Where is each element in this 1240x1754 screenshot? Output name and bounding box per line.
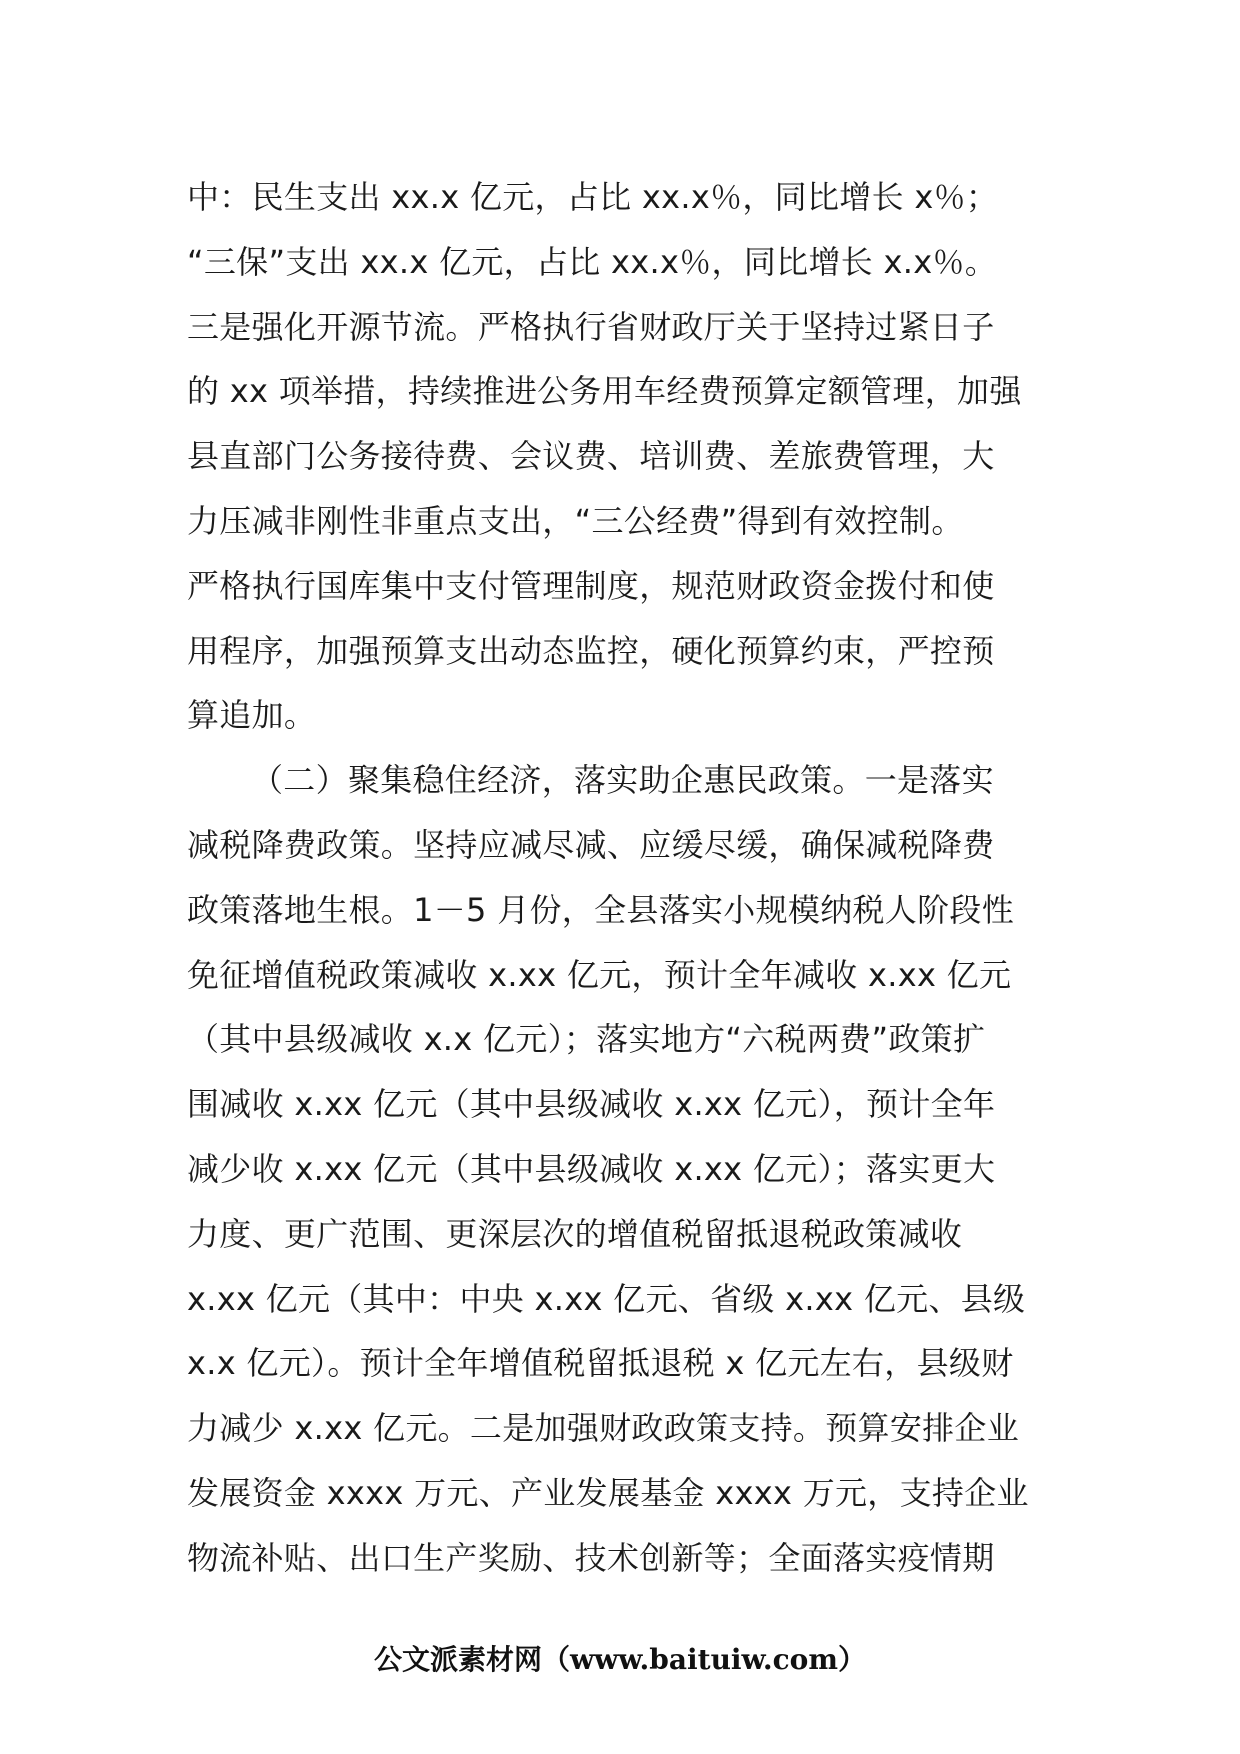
text-line: 中：民生支出 xx.x 亿元，占比 xx.x％，同比增长 x％； [187,178,999,216]
text-line: 物流补贴、出口生产奖励、技术创新等；全面落实疫情期 [187,1538,995,1577]
text-line: 严格执行国库集中支付管理制度，规范财政资金拨付和使 [187,566,995,605]
text-line: 减少收 x.xx 亿元（其中县级减收 x.xx 亿元）；落实更大 [187,1149,996,1188]
text-line: x.x 亿元）。预计全年增值税留抵退税 x 亿元左右，县级财 [187,1344,1014,1383]
text-line: 用程序，加强预算支出动态监控，硬化预算约束，严控预 [187,631,995,670]
text-line: 围减收 x.xx 亿元（其中县级减收 x.xx 亿元），预计全年 [187,1085,996,1124]
text-line: （其中县级减收 x.x 亿元）；落实地方“六税两费”政策扩 [187,1020,986,1059]
text-line: 的 xx 项举措，持续推进公务用车经费预算定额管理，加强 [187,372,1022,411]
text-line: 政策落地生根。1－5 月份，全县落实小规模纳税人阶段性 [187,890,1014,929]
text-line: 发展资金 xxxx 万元、产业发展基金 xxxx 万元，支持企业 [187,1473,1029,1512]
text-line: “三保”支出 xx.x 亿元，占比 xx.x％，同比增长 x.x％。 [187,242,998,281]
text-line: 县直部门公务接待费、会议费、培训费、差旅费管理，大 [187,437,995,476]
text-line: 减税降费政策。坚持应减尽减、应缓尽缓，确保减税降费 [187,825,995,864]
footer-watermark: 公文派素材网（www.baituiw.com） [374,1643,866,1676]
text-line: x.xx 亿元（其中：中央 x.xx 亿元、省级 x.xx 亿元、县级 [187,1279,1026,1318]
section-heading-line: （二）聚集稳住经济，落实助企惠民政策。一是落实 [251,761,994,800]
text-line: 力减少 x.xx 亿元。二是加强财政政策支持。预算安排企业 [187,1409,1020,1448]
text-line: 三是强化开源节流。严格执行省财政厅关于坚持过紧日子 [187,307,995,346]
text-line: 免征增值税政策减收 x.xx 亿元，预计全年减收 x.xx 亿元 [187,955,1012,994]
text-line: 力压减非刚性非重点支出，“三公经费”得到有效控制。 [187,501,964,540]
text-line: 力度、更广范围、更深层次的增值税留抵退税政策减收 [187,1214,963,1253]
document-body [187,165,1057,1591]
text-line: 算追加。 [187,696,317,735]
